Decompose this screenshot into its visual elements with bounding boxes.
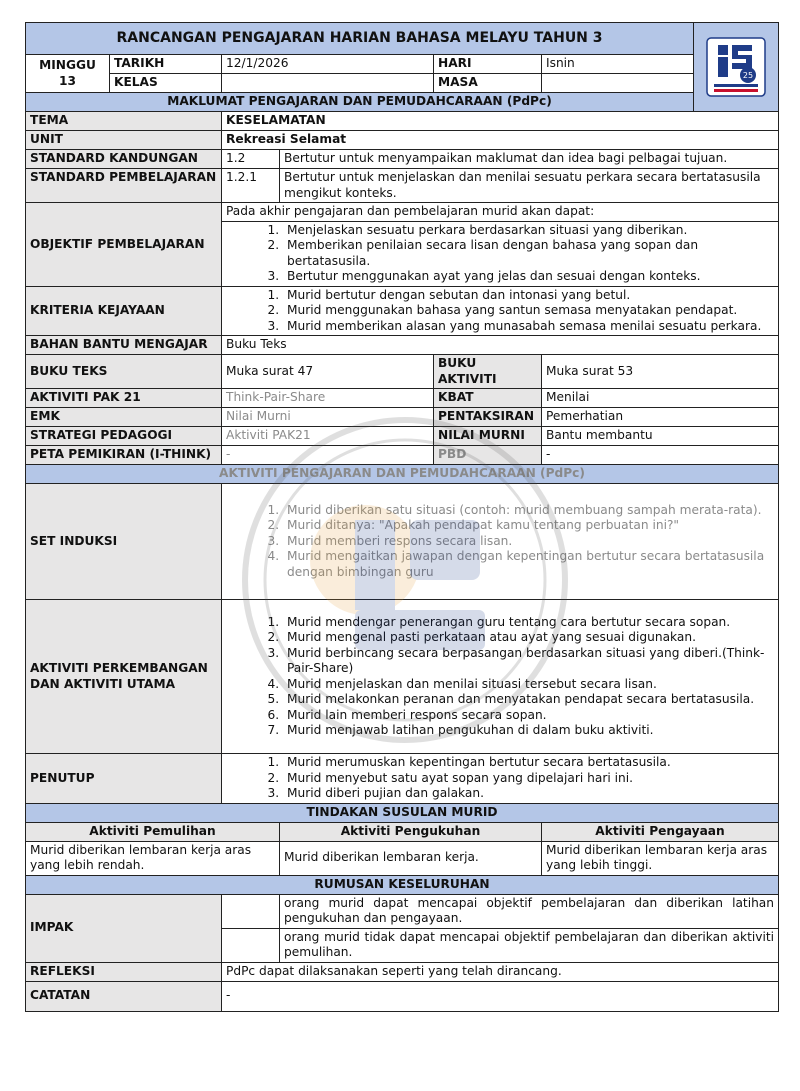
kelas-value: [222, 74, 434, 93]
refleksi-value: PdPc dapat dilaksanakan seperti yang telah dirancang.: [222, 962, 779, 981]
aktiviti-perkembangan-item: 5. Murid melakonkan peranan dan menyatakan pendapat secara bertatasusila.: [283, 692, 774, 708]
kriteria-item: 3. Murid memberikan alasan yang munasabah semasa menilai sesuatu perkara.: [283, 319, 774, 335]
pengayaan-text: Murid diberikan lembaran kerja aras yang lebih tinggi.: [542, 841, 779, 875]
buku-aktiviti-label: BUKU AKTIVITI: [434, 355, 542, 389]
impak-count-2: [222, 928, 280, 962]
aktiviti-perkembangan-item: 2. Murid mengenal pasti perkataan atau ayat yang sesuai digunakan.: [283, 630, 774, 646]
kelas-label: KELAS: [110, 74, 222, 93]
penutup-label: PENUTUP: [26, 754, 222, 804]
aktiviti-perkembangan-item: 1. Murid mendengar penerangan guru tentang cara bertutur secara sopan.: [283, 615, 774, 631]
rumusan-section-title: RUMUSAN KESELURUHAN: [26, 875, 779, 894]
standard-pembelajaran-label: STANDARD PEMBELAJARAN: [26, 169, 222, 203]
pengukuhan-text: Murid diberikan lembaran kerja.: [280, 841, 542, 875]
susulan-section-title: TINDAKAN SUSULAN MURID: [26, 803, 779, 822]
strategi-value: Aktiviti PAK21: [222, 427, 434, 446]
buku-teks-label: BUKU TEKS: [26, 355, 222, 389]
emk-label: EMK: [26, 408, 222, 427]
objektif-item: 1. Menjelaskan sesuatu perkara berdasarkan situasi yang diberikan.: [283, 223, 774, 239]
minggu-value: 13: [59, 73, 76, 88]
bbm-label: BAHAN BANTU MENGAJAR: [26, 336, 222, 355]
unit-value: Rekreasi Selamat: [222, 131, 779, 150]
objektif-item: 3. Bertutur menggunakan ayat yang jelas dan sesuai dengan konteks.: [283, 269, 774, 285]
standard-kandungan-label: STANDARD KANDUNGAN: [26, 150, 222, 169]
document-title: RANCANGAN PENGAJARAN HARIAN BAHASA MELAYU TAHUN 3: [26, 23, 694, 55]
aktiviti-perkembangan-list-cell: [222, 600, 779, 754]
rph-table: [25, 22, 779, 1012]
kriteria-list: [226, 288, 774, 335]
aktiviti-perkembangan-item: 3. Murid berbincang secara berpasangan berdasarkan situasi yang diberi.(Think-Pair-Share): [283, 646, 774, 677]
aktiviti-perkembangan-list: [226, 615, 774, 739]
svg-text:25: 25: [742, 71, 754, 80]
standard-pembelajaran-text: Bertutur untuk menjelaskan dan menilai sesuatu perkara secara bertatasusila mengikut konteks.: [280, 169, 779, 203]
pengayaan-label: Aktiviti Pengayaan: [542, 822, 779, 841]
peta-pemikiran-value: -: [222, 446, 434, 465]
set-induksi-list-cell: [222, 484, 779, 600]
tema-value: KESELAMATAN: [222, 112, 779, 131]
aktiviti-perkembangan-item: 7. Murid menjawab latihan pengukuhan di dalam buku aktiviti.: [283, 723, 774, 739]
refleksi-label: REFLEKSI: [26, 962, 222, 981]
nilai-murni-value: Bantu membantu: [542, 427, 779, 446]
set-induksi-item: 4. Murid mengaitkan jawapan dengan kepentingan bertutur secara bertatasusila dengan bimbingan guru: [283, 549, 774, 580]
pak21-label: AKTIVITI PAK 21: [26, 389, 222, 408]
catatan-value: -: [222, 981, 779, 1011]
catatan-label: CATATAN: [26, 981, 222, 1011]
tema-label: TEMA: [26, 112, 222, 131]
objektif-list-cell: [222, 221, 779, 286]
aktiviti-perkembangan-item: 4. Murid menjelaskan dan menilai situasi tersebut secara lisan.: [283, 677, 774, 693]
minggu-label: MINGGU: [39, 58, 96, 72]
impak-count-1: [222, 894, 280, 928]
pbd-value: -: [542, 446, 779, 465]
peta-pemikiran-label: PETA PEMIKIRAN (I-THINK): [26, 446, 222, 465]
set-induksi-item: 1. Murid diberikan satu situasi (contoh: murid membuang sampah merata-rata).: [283, 503, 774, 519]
buku-aktiviti-value: Muka surat 53: [542, 355, 779, 389]
pengukuhan-label: Aktiviti Pengukuhan: [280, 822, 542, 841]
standard-kandungan-text: Bertutur untuk menyampaikan maklumat dan idea bagi pelbagai tujuan.: [280, 150, 779, 169]
set-induksi-item: 2. Murid ditanya: "Apakah pendapat kamu tentang perbuatan ini?": [283, 518, 774, 534]
unit-label: UNIT: [26, 131, 222, 150]
objektif-item: 2. Memberikan penilaian secara lisan dengan bahasa yang sopan dan bertatasusila.: [283, 238, 774, 269]
objektif-label: OBJEKTIF PEMBELAJARAN: [26, 203, 222, 287]
tarikh-label: TARIKH: [110, 55, 222, 74]
aktiviti-section-title: AKTIVITI PENGAJARAN DAN PEMUDAHCARAAN (PdPc): [26, 465, 779, 484]
impak-label: IMPAK: [26, 894, 222, 962]
aktiviti-perkembangan-item: 6. Murid lain memberi respons secara sopan.: [283, 708, 774, 724]
penutup-item: 3. Murid diberi pujian dan galakan.: [283, 786, 774, 802]
objektif-intro: Pada akhir pengajaran dan pembelajaran murid akan dapat:: [222, 203, 779, 222]
penutup-list: [226, 755, 774, 802]
rph-document: [25, 22, 778, 1012]
objektif-list: [226, 223, 774, 285]
pentaksiran-label: PENTAKSIRAN: [434, 408, 542, 427]
tarikh-value: 12/1/2026: [222, 55, 434, 74]
standard-pembelajaran-code: 1.2.1: [222, 169, 280, 203]
pemulihan-text: Murid diberikan lembaran kerja aras yang lebih rendah.: [26, 841, 280, 875]
kriteria-label: KRITERIA KEJAYAAN: [26, 286, 222, 336]
logo-cell: [694, 23, 779, 112]
minggu-cell: [26, 55, 110, 93]
impak-text-1: orang murid dapat mencapai objektif pembelajaran dan diberikan latihan pengukuhan dan pengayaan.: [280, 894, 779, 928]
kriteria-item: 1. Murid bertutur dengan sebutan dan intonasi yang betul.: [283, 288, 774, 304]
hari-value: Isnin: [542, 55, 694, 74]
hari-label: HARI: [434, 55, 542, 74]
set-induksi-list: [226, 503, 774, 581]
kbat-value: Menilai: [542, 389, 779, 408]
bbm-value: Buku Teks: [222, 336, 779, 355]
kriteria-item: 2. Murid menggunakan bahasa yang santun semasa menyatakan pendapat.: [283, 303, 774, 319]
kbat-label: KBAT: [434, 389, 542, 408]
pemulihan-label: Aktiviti Pemulihan: [26, 822, 280, 841]
kriteria-list-cell: [222, 286, 779, 336]
penutup-item: 2. Murid menyebut satu ayat sopan yang dipelajari hari ini.: [283, 771, 774, 787]
set-induksi-label: SET INDUKSI: [26, 484, 222, 600]
aktiviti-perkembangan-label: AKTIVITI PERKEMBANGAN DAN AKTIVITI UTAMA: [26, 600, 222, 754]
impak-text-2: orang murid tidak dapat mencapai objektif pembelajaran dan diberikan aktiviti pemulihan.: [280, 928, 779, 962]
strategi-label: STRATEGI PEDAGOGI: [26, 427, 222, 446]
standard-kandungan-code: 1.2: [222, 150, 280, 169]
buku-teks-value: Muka surat 47: [222, 355, 434, 389]
penutup-list-cell: [222, 754, 779, 804]
penutup-item: 1. Murid merumuskan kepentingan bertutur secara bertatasusila.: [283, 755, 774, 771]
pak21-value: Think-Pair-Share: [222, 389, 434, 408]
pentaksiran-value: Pemerhatian: [542, 408, 779, 427]
emk-value: Nilai Murni: [222, 408, 434, 427]
masa-value: [542, 74, 694, 93]
maklumat-section-title: MAKLUMAT PENGAJARAN DAN PEMUDAHCARAAN (PdPc): [26, 93, 694, 112]
masa-label: MASA: [434, 74, 542, 93]
pbd-label: PBD: [434, 446, 542, 465]
nilai-murni-label: NILAI MURNI: [434, 427, 542, 446]
school-seal-logo-icon: [706, 37, 766, 97]
set-induksi-item: 3. Murid memberi respons secara lisan.: [283, 534, 774, 550]
